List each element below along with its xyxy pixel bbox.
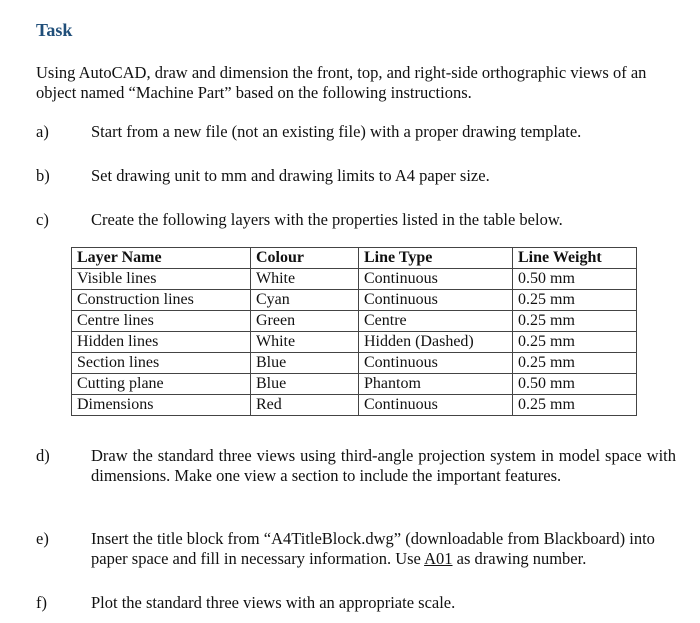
instruction-text [91, 529, 676, 569]
cell-line-weight: 0.50 mm [513, 269, 637, 290]
header-line-type: Line Type [359, 248, 513, 269]
cell-line-type: Phantom [359, 374, 513, 395]
instruction-b [36, 166, 676, 186]
cell-layer-name: Centre lines [72, 311, 251, 332]
instruction-text: Set drawing unit to mm and drawing limits to A4 paper size. [91, 166, 490, 185]
drawing-number: A01 [424, 549, 453, 568]
table-row [72, 395, 637, 416]
cell-line-weight: 0.25 mm [513, 332, 637, 353]
cell-layer-name: Section lines [72, 353, 251, 374]
cell-line-type: Continuous [359, 353, 513, 374]
table-row [72, 353, 637, 374]
cell-line-weight: 0.25 mm [513, 290, 637, 311]
cell-colour: Cyan [251, 290, 359, 311]
instruction-label: e) [36, 529, 49, 548]
table-row [72, 311, 637, 332]
cell-colour: Blue [251, 353, 359, 374]
instruction-text-part: as drawing number. [452, 549, 587, 568]
instruction-label: f) [36, 593, 47, 612]
instruction-d [36, 446, 676, 510]
cell-layer-name: Hidden lines [72, 332, 251, 353]
cell-layer-name: Cutting plane [72, 374, 251, 395]
cell-line-type: Continuous [359, 269, 513, 290]
instruction-text-part: Insert the title block from “A4TitleBlock.dwg” (downloadable from Blackboard) into paper space and fill in necessary information. Use [91, 529, 655, 568]
instruction-text: Draw the standard three views using third-angle projection system in model space with dimensions. Make one view a section to include the important features. [91, 446, 676, 485]
instruction-f [36, 593, 676, 613]
table-row [72, 290, 637, 311]
table-header-row [72, 248, 637, 269]
task-heading: Task [36, 20, 73, 40]
header-line-weight: Line Weight [513, 248, 637, 269]
cell-line-type: Continuous [359, 395, 513, 416]
cell-layer-name: Construction lines [72, 290, 251, 311]
header-colour: Colour [251, 248, 359, 269]
instruction-text: Start from a new file (not an existing file) with a proper drawing template. [91, 122, 582, 141]
table-row [72, 269, 637, 290]
cell-layer-name: Visible lines [72, 269, 251, 290]
instruction-c [36, 210, 676, 230]
instruction-a [36, 122, 676, 142]
table-row [72, 332, 637, 353]
cell-line-weight: 0.25 mm [513, 395, 637, 416]
cell-layer-name: Dimensions [72, 395, 251, 416]
layer-properties-table [71, 247, 637, 416]
cell-colour: Blue [251, 374, 359, 395]
instruction-text: Create the following layers with the properties listed in the table below. [91, 210, 563, 229]
cell-line-type: Hidden (Dashed) [359, 332, 513, 353]
intro-paragraph: Using AutoCAD, draw and dimension the front, top, and right-side orthographic views of an object named “Machine Part” based on the following instructions. [36, 63, 647, 102]
instruction-label: b) [36, 166, 50, 185]
instruction-e [36, 529, 676, 571]
cell-colour: Green [251, 311, 359, 332]
cell-colour: Red [251, 395, 359, 416]
cell-line-weight: 0.25 mm [513, 311, 637, 332]
cell-line-type: Centre [359, 311, 513, 332]
cell-colour: White [251, 269, 359, 290]
instruction-label: d) [36, 446, 50, 465]
cell-line-weight: 0.50 mm [513, 374, 637, 395]
cell-line-weight: 0.25 mm [513, 353, 637, 374]
instruction-label: a) [36, 122, 49, 141]
table-row [72, 374, 637, 395]
instruction-text: Plot the standard three views with an appropriate scale. [91, 593, 456, 612]
cell-colour: White [251, 332, 359, 353]
cell-line-type: Continuous [359, 290, 513, 311]
instruction-label: c) [36, 210, 49, 229]
header-layer-name: Layer Name [72, 248, 251, 269]
